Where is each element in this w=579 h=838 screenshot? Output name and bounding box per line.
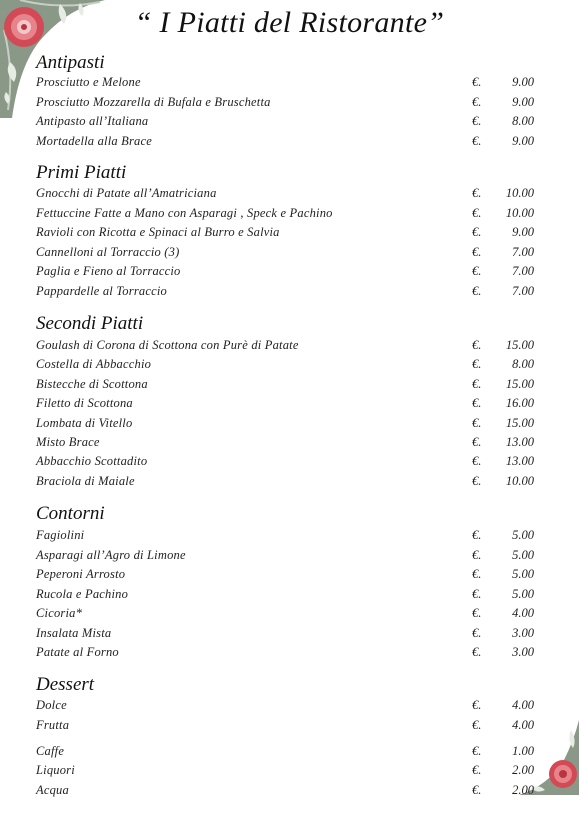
menu-item-price: 7.00 bbox=[512, 244, 534, 259]
menu-item-name: Mortadella alla Brace bbox=[36, 133, 152, 148]
menu-item-currency: €. bbox=[472, 94, 482, 109]
menu-item-price: 16.00 bbox=[505, 396, 534, 411]
menu-item-price: 15.00 bbox=[505, 376, 534, 391]
menu-item-price: 3.00 bbox=[512, 645, 534, 659]
menu-item-currency: €. bbox=[472, 717, 482, 732]
menu-item-currency: €. bbox=[472, 698, 482, 712]
menu-item-price: 5.00 bbox=[512, 547, 534, 562]
menu-item-name: Costella di Abbacchio bbox=[36, 357, 152, 372]
menu-item-currency: €. bbox=[472, 244, 482, 259]
menu-item-price: 13.00 bbox=[505, 435, 534, 449]
menu-item-currency: €. bbox=[472, 454, 482, 469]
section-title-antipasti: Antipasti bbox=[36, 52, 105, 73]
menu-item-currency: €. bbox=[472, 435, 482, 449]
menu-item-name: Prosciutto e Melone bbox=[36, 75, 141, 89]
menu-item-currency: €. bbox=[472, 586, 482, 601]
menu-item-name: Insalata Mista bbox=[36, 625, 112, 640]
menu-item-name: Acqua bbox=[36, 783, 69, 798]
menu-item-currency: €. bbox=[472, 283, 482, 298]
menu-item-name: Ravioli con Ricotta e Spinaci al Burro e Salvia bbox=[36, 225, 280, 239]
menu-item-name: Frutta bbox=[36, 717, 70, 732]
menu-item-currency: €. bbox=[472, 645, 482, 659]
menu-item-currency: €. bbox=[472, 264, 482, 278]
menu-item-price: 10.00 bbox=[505, 186, 534, 200]
menu-item-currency: €. bbox=[472, 186, 482, 200]
menu-item-price: 9.00 bbox=[512, 94, 534, 109]
menu-item-price: 7.00 bbox=[512, 283, 534, 298]
menu-item-price: 8.00 bbox=[512, 357, 534, 372]
menu-item-currency: €. bbox=[472, 415, 482, 430]
menu-item-name: Caffe bbox=[36, 743, 65, 758]
menu-item-name: Abbacchio Scottadito bbox=[36, 454, 148, 469]
menu-item-name: Braciola di Maiale bbox=[36, 473, 135, 488]
section-title-secondi-piatti: Secondi Piatti bbox=[36, 313, 144, 334]
menu-item-currency: €. bbox=[472, 376, 482, 391]
menu-item-name: Bistecche di Scottona bbox=[36, 376, 148, 391]
menu-item-price: 4.00 bbox=[512, 717, 534, 732]
menu-item-price: 2.00 bbox=[512, 783, 534, 798]
menu-item-price: 5.00 bbox=[512, 586, 534, 601]
menu-item-currency: €. bbox=[472, 133, 482, 148]
menu-item-currency: €. bbox=[472, 225, 482, 239]
menu-item-price: 15.00 bbox=[505, 415, 534, 430]
menu-item-name: Lombata di Vitello bbox=[36, 415, 133, 430]
section-title-primi-piatti: Primi Piatti bbox=[36, 162, 127, 183]
menu-item-price: 5.00 bbox=[512, 528, 534, 542]
menu-item-currency: €. bbox=[472, 625, 482, 640]
menu-item-price: 1.00 bbox=[512, 743, 534, 758]
menu-item-currency: €. bbox=[472, 396, 482, 411]
menu-item-price: 7.00 bbox=[512, 264, 534, 278]
menu-item-name: Antipasto all’Italiana bbox=[36, 114, 149, 128]
menu-item-price: 15.00 bbox=[505, 338, 534, 352]
menu-item-currency: €. bbox=[472, 357, 482, 372]
menu-item-price: 9.00 bbox=[512, 225, 534, 239]
menu-item-name: Pappardelle al Torraccio bbox=[36, 283, 167, 298]
menu-item-name: Peperoni Arrosto bbox=[36, 567, 126, 581]
menu-item-currency: €. bbox=[472, 743, 482, 758]
menu-item-currency: €. bbox=[472, 205, 482, 220]
menu-item-currency: €. bbox=[472, 473, 482, 488]
menu-item-price: 9.00 bbox=[512, 133, 534, 148]
menu-item-currency: €. bbox=[472, 763, 482, 778]
menu-item-name: Fagiolini bbox=[36, 528, 85, 542]
menu-item-name: Misto Brace bbox=[36, 435, 100, 449]
menu-item-name: Dolce bbox=[36, 698, 67, 712]
menu-item-price: 3.00 bbox=[512, 625, 534, 640]
section-title-dessert: Dessert bbox=[36, 674, 95, 695]
menu-item-name: Goulash di Corona di Scottona con Purè di Patate bbox=[36, 338, 299, 352]
menu-item-name: Cannelloni al Torraccio (3) bbox=[36, 244, 180, 259]
menu-item-name: Gnocchi di Patate all’Amatriciana bbox=[36, 186, 217, 200]
menu-item-price: 10.00 bbox=[505, 473, 534, 488]
menu-item-name: Paglia e Fieno al Torraccio bbox=[36, 264, 181, 278]
menu-item-name: Cicoria* bbox=[36, 606, 83, 620]
menu-item-price: 5.00 bbox=[512, 567, 534, 581]
menu-item-name: Patate al Forno bbox=[36, 645, 119, 659]
menu-item-price: 4.00 bbox=[512, 698, 534, 712]
menu-item-price: 10.00 bbox=[505, 205, 534, 220]
menu-item-currency: €. bbox=[472, 606, 482, 620]
menu-item-name: Asparagi all’Agro di Limone bbox=[36, 547, 186, 562]
menu-title: “ I Piatti del Ristorante” bbox=[134, 6, 445, 39]
section-title-contorni: Contorni bbox=[36, 503, 105, 524]
menu-item-currency: €. bbox=[472, 338, 482, 352]
menu-item-name: Rucola e Pachino bbox=[36, 586, 129, 601]
menu-item-currency: €. bbox=[472, 567, 482, 581]
menu-item-name: Filetto di Scottona bbox=[36, 396, 133, 411]
menu-item-currency: €. bbox=[472, 547, 482, 562]
menu-item-name: Liquori bbox=[36, 763, 75, 778]
menu-item-price: 2.00 bbox=[512, 763, 534, 778]
menu-item-price: 9.00 bbox=[512, 75, 534, 89]
menu-item-price: 4.00 bbox=[512, 606, 534, 620]
menu-item-currency: €. bbox=[472, 114, 482, 128]
menu-item-price: 8.00 bbox=[512, 114, 534, 128]
menu-item-price: 13.00 bbox=[505, 454, 534, 469]
menu-item-currency: €. bbox=[472, 528, 482, 542]
menu-item-name: Fettuccine Fatte a Mano con Asparagi , Speck e Pachino bbox=[36, 205, 333, 220]
menu-item-currency: €. bbox=[472, 783, 482, 798]
menu-item-currency: €. bbox=[472, 75, 482, 89]
menu-item-name: Prosciutto Mozzarella di Bufala e Bruschetta bbox=[36, 94, 271, 109]
